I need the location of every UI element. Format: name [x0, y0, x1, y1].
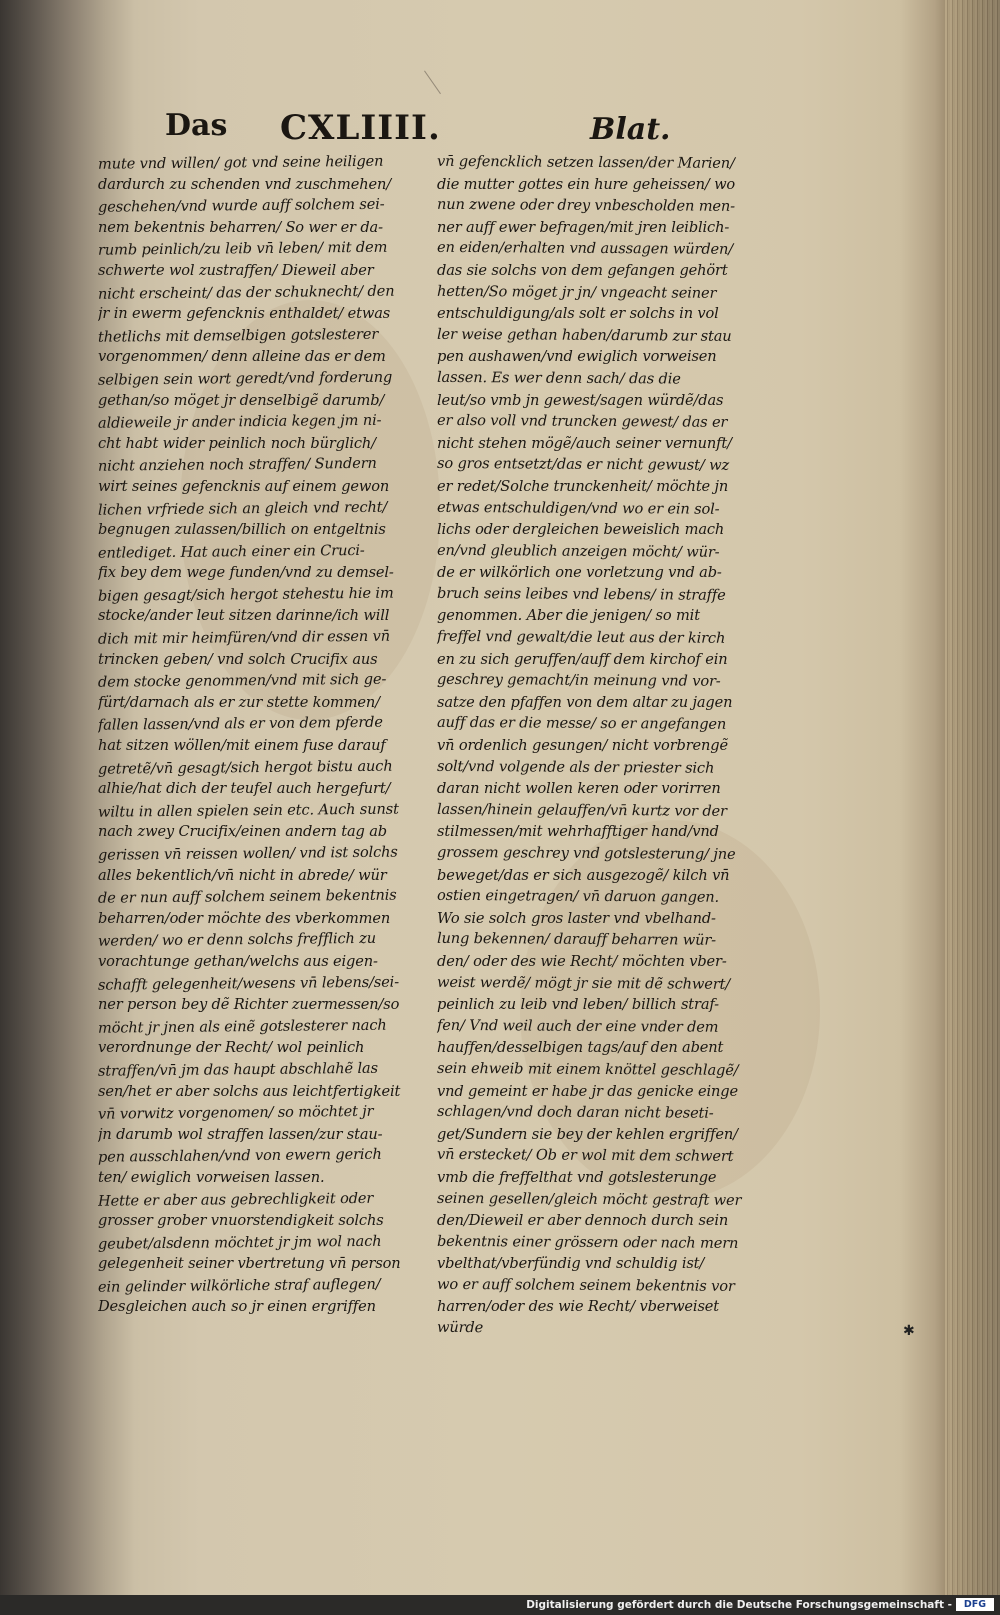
text-line: vorgenommen/ denn alleine das er dem	[98, 348, 386, 366]
text-line: Wo sie solch gros laster vnd vbelhand-	[437, 909, 716, 927]
text-line: nicht stehen mögẽ/auch seiner vernunft/	[437, 434, 732, 452]
text-line: alles bekentlich/vn̄ nicht in abrede/ wür	[98, 866, 387, 884]
text-line: geschrey gemacht/in meinung vnd vor-	[436, 671, 721, 691]
text-line: jr in ewerm gefencknis enthaldet/ etwas	[98, 305, 391, 323]
text-line: beharren/oder möchte des vberkommen	[98, 909, 391, 927]
text-line: würde	[436, 1318, 484, 1337]
folio-number: CXLIIII.	[280, 108, 441, 148]
text-line: den/ oder des wie Recht/ möchten vber-	[437, 952, 727, 970]
text-line: daran nicht wollen keren oder vorirren	[437, 780, 721, 798]
text-line: entlediget. Hat auch einer ein Cruci-	[97, 541, 365, 562]
text-line: sen/het er aber solchs aus leichtfertigkeit	[98, 1082, 401, 1100]
text-line: dem stocke genommen/vnd mit sich ge-	[97, 670, 387, 691]
text-line: fen/ Vnd weil auch der eine vnder dem	[436, 1016, 719, 1036]
text-line: nach zwey Crucifix/einen andern tag ab	[98, 823, 387, 841]
dfg-logo: DFG	[956, 1598, 994, 1611]
text-line: geschehen/vnd wurde auff solchem sei-	[97, 195, 385, 216]
text-line: nicht anziehen noch straffen/ Sundern	[97, 455, 377, 476]
text-line: getretẽ/vn̄ gesagt/sich hergot bistu auch	[97, 757, 393, 778]
text-line: die mutter gottes ein hure geheissen/ wo	[437, 175, 736, 193]
text-line: vn̄ gefencklich setzen lassen/der Marien/	[436, 152, 735, 172]
text-line: grossem geschrey vnd gotslesterung/ jne	[436, 843, 736, 863]
text-line: vmb die freffelthat vnd gotslesterunge	[437, 1168, 717, 1186]
text-line: vbelthat/vberfündig vnd schuldig ist/	[437, 1255, 705, 1273]
text-line: gerissen vn̄ reissen wollen/ vnd ist solchs	[97, 843, 398, 864]
text-line: er redet/Solche trunckenheit/ möchte jn	[437, 477, 729, 495]
text-line: rumb peinlich/zu leib vn̄ leben/ mit dem	[97, 239, 388, 260]
text-line: bruch seins leibes vnd lebens/ in straffe	[436, 584, 726, 604]
text-line: schafft gelegenheit/wesens vn̄ lebens/sei-	[97, 973, 400, 994]
text-line: fix bey dem wege funden/vnd zu demsel-	[98, 564, 394, 582]
text-line: hat sitzen wöllen/mit einem fuse darauf	[98, 737, 386, 755]
text-line: leut/so vmb jn gewest/sagen würdẽ/das	[437, 391, 724, 409]
text-line: jn darumb wol straffen lassen/zur stau-	[98, 1125, 383, 1143]
text-line: bekentnis einer grössern oder nach mern	[436, 1232, 739, 1252]
text-line: wiltu in allen spielen sein etc. Auch sunst	[97, 800, 399, 821]
text-line: genommen. Aber die jenigen/ so mit	[437, 607, 700, 625]
text-line: den/Dieweil er aber dennoch durch sein	[437, 1212, 729, 1230]
text-line: alhie/hat dich der teufel auch hergefurt/	[98, 780, 391, 798]
text-line: de er nun auff solchem seinem bekentnis	[97, 886, 397, 907]
text-line: solt/vnd volgende als der priester sich	[436, 757, 715, 777]
text-line: en zu sich geruffen/auff dem kirchof ein	[437, 650, 728, 668]
text-line: vn̄ erstecket/ Ob er wol mit dem schwert	[436, 1146, 734, 1166]
text-line: get/Sundern sie bey der kehlen ergriffen/	[437, 1125, 738, 1143]
text-line: gelegenheit seiner vbertretung vn̄ person	[98, 1255, 401, 1273]
text-line: ler weise gethan haben/darumb zur stau	[436, 325, 732, 345]
pen-mark	[424, 58, 459, 94]
text-line: nem bekentnis beharren/ So wer er da-	[98, 218, 383, 236]
text-line: ein gelinder wilkörliche straf auflegen/	[97, 1275, 381, 1296]
text-line: seinen gesellen/gleich möcht gestraft wer	[436, 1189, 742, 1209]
text-line: stocke/ander leut sitzen darinne/ich will	[98, 607, 390, 625]
text-line: geubet/alsdenn möchtet jr jm wol nach	[97, 1232, 382, 1253]
left-text-column	[98, 152, 423, 1318]
text-line: vn̄ vorwitz vorgenomen/ so möchtet jr	[97, 1102, 374, 1123]
right-text-column	[437, 152, 777, 1340]
text-line: gethan/so möget jr denselbigẽ darumb/	[98, 391, 385, 409]
header-right: Blat.	[590, 112, 671, 147]
text-line: so gros entsetzt/das er nicht gewust/ wz	[436, 455, 730, 475]
footer-credit: Digitalisierung gefördert durch die Deutsche Forschungsgemeinschaft -	[526, 1599, 952, 1611]
ink-dot: ✱	[903, 1323, 915, 1339]
text-line: pen ausschlahen/vnd von ewern gerich	[97, 1146, 382, 1167]
text-line: beweget/das er sich ausgezogẽ/ kilch vn̄	[437, 866, 730, 884]
text-line: vorachtunge gethan/welchs aus eigen-	[98, 952, 378, 970]
text-line: etwas entschuldigen/vnd wo er ein sol-	[436, 498, 720, 518]
text-line: freffel vnd gewalt/die leut aus der kirch	[436, 627, 726, 647]
text-line: werden/ wo er denn solchs frefflich zu	[97, 930, 377, 951]
text-line: entschuldigung/als solt er solchs in vol	[437, 305, 719, 323]
text-line: thetlichs mit demselbigen gotslesterer	[97, 325, 379, 346]
text-line: schlagen/vnd doch daran nicht beseti-	[436, 1102, 714, 1122]
text-line: satze den pfaffen von dem altar zu jagen	[437, 693, 733, 711]
text-line: bigen gesagt/sich hergot stehestu hie im	[97, 584, 394, 605]
text-line: wirt seines gefencknis auf einem gewon	[98, 477, 390, 495]
text-line: Hette er aber aus gebrechligkeit oder	[97, 1189, 374, 1210]
text-line: er also voll vnd truncken gewest/ das er	[436, 411, 728, 431]
text-line: en/vnd gleublich anzeigen möcht/ wür-	[436, 541, 720, 561]
text-line: hetten/So möget jr jn/ vngeacht seiner	[436, 282, 717, 302]
text-line: ner person bey dẽ Richter zuermessen/so	[98, 996, 400, 1014]
text-line: auff das er die messe/ so er angefangen	[436, 714, 727, 734]
text-line: lichen vrfriede sich an gleich vnd recht/	[97, 498, 388, 519]
text-line: selbigen sein wort geredt/vnd forderung	[97, 368, 393, 389]
text-line: mute vnd willen/ got vnd seine heiligen	[97, 152, 384, 173]
text-line: lichs oder dergleichen beweislich mach	[437, 521, 725, 539]
text-line: schwerte wol zustraffen/ Dieweil aber	[98, 261, 374, 279]
text-line: en eiden/erhalten vnd aussagen würden/	[436, 239, 734, 259]
text-line: Desgleichen auch so jr einen ergriffen	[98, 1298, 376, 1316]
text-line: aldieweile jr ander indicia kegen jm ni-	[97, 411, 382, 432]
text-line: sein ehweib mit einem knöttel geschlagẽ/	[436, 1059, 739, 1079]
running-header	[165, 108, 685, 158]
text-line: nicht erscheint/ das der schuknecht/ den	[97, 282, 395, 303]
header-left: Das	[165, 108, 228, 143]
digitization-footer	[0, 1595, 1000, 1615]
text-line: das sie solchs von dem gefangen gehört	[437, 261, 728, 279]
text-line: harren/oder des wie Recht/ vberweiset	[437, 1298, 719, 1316]
text-line: lung bekennen/ darauff beharren wür-	[436, 930, 717, 950]
text-line: möcht jr jnen als einẽ gotslesterer nach	[97, 1016, 387, 1037]
text-line: nun zwene oder drey vnbescholden men-	[436, 196, 736, 216]
text-line: grosser grober vnuorstendigkeit solchs	[98, 1212, 384, 1230]
text-line: pen aushawen/vnd ewiglich vorweisen	[437, 348, 717, 366]
text-line: ten/ ewiglich vorweisen lassen.	[98, 1168, 325, 1186]
text-line: ner auff ewer befragen/mit jren leiblich-	[437, 218, 730, 236]
text-line: fallen lassen/vnd als er von dem pferde	[97, 714, 383, 735]
text-line: dardurch zu schenden vnd zuschmehen/	[98, 175, 391, 193]
text-line: cht habt wider peinlich noch bürglich/	[98, 434, 376, 452]
text-line: de er wilkörlich one vorletzung vnd ab-	[437, 564, 722, 582]
text-line: lassen. Es wer denn sach/ das die	[436, 368, 681, 388]
text-line: trincken geben/ vnd solch Crucifix aus	[98, 650, 378, 668]
text-line: vnd gemeint er habe jr das genicke einge	[437, 1082, 738, 1100]
text-line: fürt/darnach als er zur stette kommen/	[98, 693, 380, 711]
text-line: verordnunge der Recht/ wol peinlich	[98, 1039, 365, 1057]
text-line: ostien eingetragen/ vn̄ daruon gangen.	[436, 887, 720, 906]
text-line: wo er auff solchem seinem bekentnis vor	[436, 1275, 735, 1295]
text-line: lassen/hinein gelauffen/vn̄ kurtz vor der	[436, 800, 727, 820]
text-line: begnugen zulassen/billich on entgeltnis	[98, 521, 386, 539]
text-line: peinlich zu leib vnd leben/ billich straf-	[437, 996, 719, 1014]
text-line: weist werdẽ/ mögt jr sie mit dẽ schwert/	[436, 973, 731, 993]
text-line: straffen/vn̄ jm das haupt abschlahẽ las	[97, 1059, 378, 1080]
text-line: stilmessen/mit wehrhafftiger hand/vnd	[437, 823, 719, 841]
text-line: dich mit mir heimfüren/vnd dir essen vn̄	[97, 627, 391, 648]
text-line: vn̄ ordenlich gesungen/ nicht vorbrengẽ	[437, 737, 728, 755]
text-line: hauffen/desselbigen tags/auf den abent	[437, 1039, 724, 1057]
